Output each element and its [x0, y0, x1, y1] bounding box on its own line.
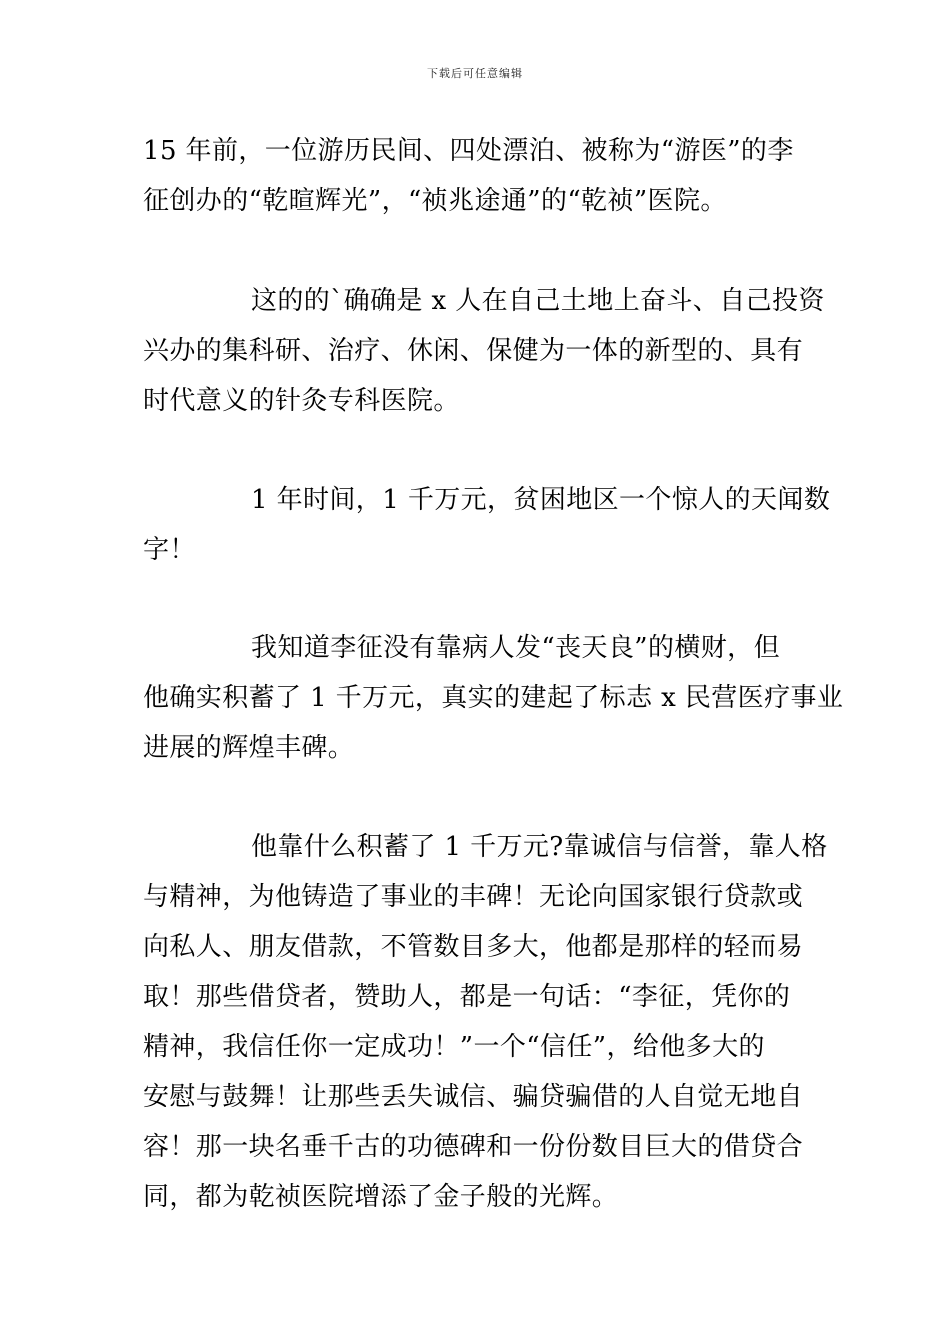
paragraph-5 — [143, 822, 828, 1222]
paragraph-line: 容！那一块名垂千古的功德碑和一份份数目巨大的借贷合 — [143, 1132, 804, 1162]
paragraph-line: 同，都为乾祯医院增添了金子般的光辉。 — [143, 1182, 619, 1212]
paragraph-line: 我知道李征没有靠病人发“丧天良”的横财，但 — [251, 633, 780, 663]
paragraph-line: 他靠什么积蓄了 1 千万元?靠诚信与信誉，靠人格 — [251, 832, 828, 862]
paragraph-line: 取！那些借贷者，赞助人，都是一句话：“李征，凭你的 — [143, 982, 791, 1012]
paragraph-line: 1 年时间，1 千万元，贫困地区一个惊人的天闻数 — [251, 485, 831, 515]
paragraph-2 — [143, 276, 825, 426]
paragraph-4 — [143, 623, 844, 773]
page-header: 下载后可任意编辑 — [427, 67, 523, 80]
paragraph-1 — [143, 126, 809, 226]
paragraph-line: 兴办的集科研、治疗、休闲、保健为一体的新型的、具有 — [143, 336, 804, 366]
paragraph-line: 字！ — [143, 535, 196, 565]
paragraph-line: 与精神，为他铸造了事业的丰碑！无论向国家银行贷款或 — [143, 882, 804, 912]
paragraph-3 — [143, 475, 831, 575]
paragraph-line: 精神，我信任你一定成功！”一个“信任”，给他多大的 — [143, 1032, 765, 1062]
paragraph-line: 征创办的“乾暄辉光”，“祯兆途通”的“乾祯”医院。 — [143, 186, 727, 216]
paragraph-line: 他确实积蓄了 1 千万元，真实的建起了标志 x 民营医疗事业 — [143, 683, 844, 713]
paragraph-line: 向私人、朋友借款，不管数目多大，他都是那样的轻而易 — [143, 932, 804, 962]
paragraph-line: 这的的`确确是 x 人在自己土地上奋斗、自己投资 — [251, 286, 825, 316]
paragraph-line: 安慰与鼓舞！让那些丢失诚信、骗贷骗借的人自觉无地自 — [143, 1082, 804, 1112]
paragraph-line: 时代意义的针灸专科医院。 — [143, 386, 460, 416]
paragraph-line: 进展的辉煌丰碑。 — [143, 733, 355, 763]
paragraph-line: 15 年前，一位游历民间、四处漂泊、被称为“游医”的李 — [143, 136, 794, 166]
